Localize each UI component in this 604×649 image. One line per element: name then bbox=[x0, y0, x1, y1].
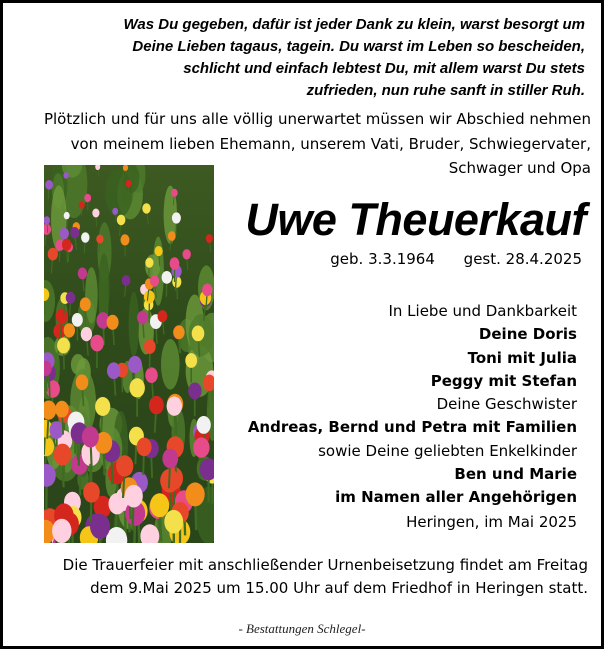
poem-line: Was Du gegeben, dafür ist jeder Dank zu klein, warst besorgt um bbox=[123, 16, 585, 33]
mourners-line: Andreas, Bernd und Petra mit Familien bbox=[247, 418, 577, 437]
undertaker-credit: - Bestattungen Schlegel- bbox=[238, 621, 366, 636]
funeral-line: Die Trauerfeier mit anschließender Urnenbeisetzung findet am Freitag bbox=[62, 556, 588, 574]
mourners-line: Deine Geschwister bbox=[436, 395, 577, 414]
poem-line: Deine Lieben tagaus, tagein. Du warst im Leben so bescheiden, bbox=[132, 38, 585, 55]
announcement-line: Plötzlich und für uns alle völlig unerwartet müssen wir Abschied nehmen bbox=[43, 110, 591, 128]
mourners-list bbox=[217, 300, 577, 510]
mourners-line: Deine Doris bbox=[478, 325, 577, 344]
announcement-line: von meinem lieben Ehemann, unserem Vati, Bruder, Schwiegervater, bbox=[70, 134, 591, 153]
poem-line: schlicht und einfach lebtest Du, mit allem warst Du stets bbox=[183, 60, 585, 77]
tulip-field-photo bbox=[44, 165, 214, 543]
mourners-line: Toni mit Julia bbox=[467, 348, 577, 367]
birth-date: geb. 3.3.1964 bbox=[330, 250, 435, 268]
mourners-line: sowie Deine geliebten Enkelkinder bbox=[318, 441, 577, 460]
mourners-line: Peggy mit Stefan bbox=[430, 371, 577, 390]
poem-line: zufrieden, nun ruhe sanft in stiller Ruh. bbox=[306, 82, 585, 99]
funeral-line: dem 9.Mai 2025 um 15.00 Uhr auf dem Friedhof in Heringen statt. bbox=[90, 579, 588, 597]
death-date: gest. 28.4.2025 bbox=[463, 250, 582, 268]
funeral-notice bbox=[8, 554, 588, 600]
place-and-date: Heringen, im Mai 2025 bbox=[406, 513, 577, 531]
announcement-line: Schwager und Opa bbox=[448, 159, 591, 177]
mourners-line: Ben und Marie bbox=[454, 465, 577, 484]
tulip-field-image bbox=[44, 165, 214, 543]
mourners-line: im Namen aller Angehörigen bbox=[335, 488, 577, 507]
mourners-line: In Liebe und Dankbarkeit bbox=[388, 302, 577, 320]
memorial-poem bbox=[15, 14, 585, 102]
life-dates bbox=[330, 250, 582, 268]
deceased-name: Uwe Theuerkauf bbox=[245, 194, 586, 245]
